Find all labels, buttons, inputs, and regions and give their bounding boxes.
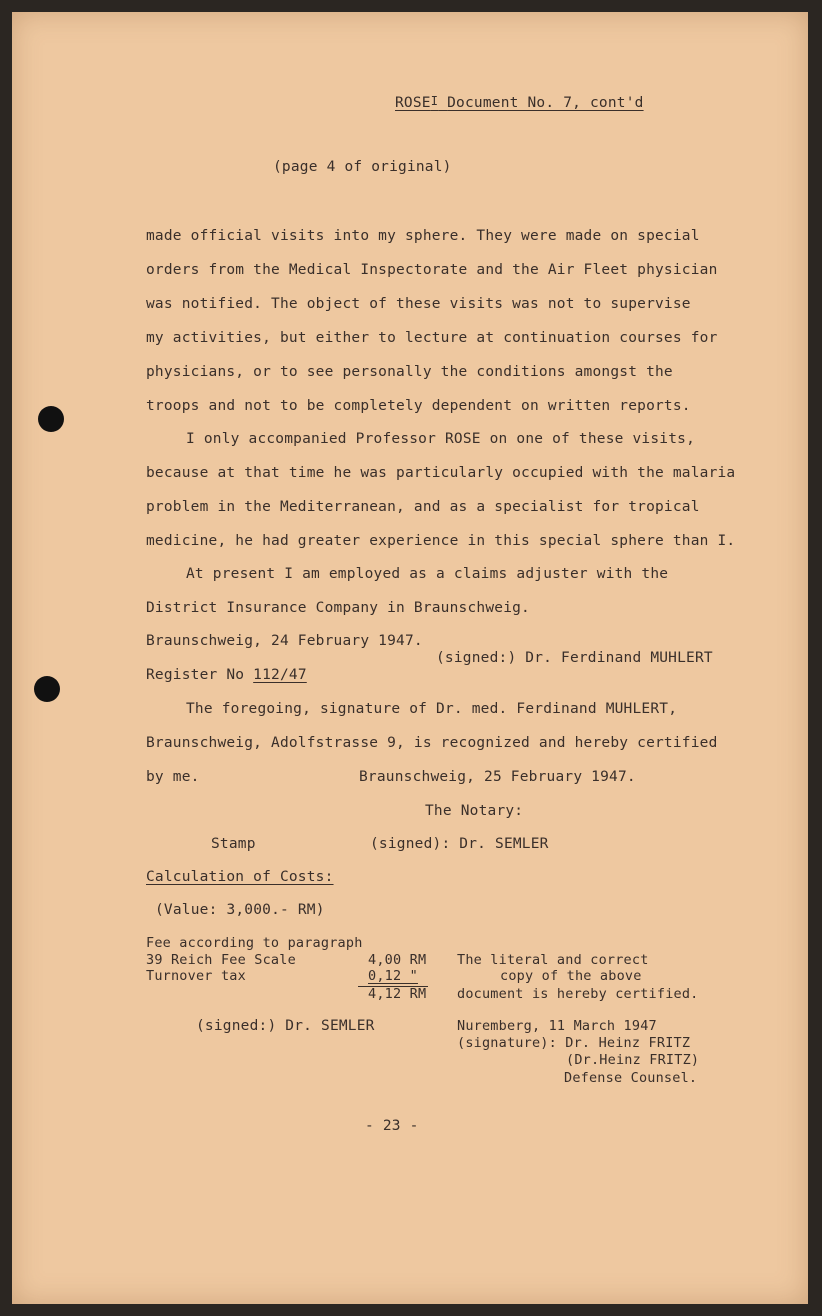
place-date: Braunschweig, 24 February 1947. — [146, 633, 423, 649]
signed-line: (signed:) Dr. Ferdinand MUHLERT — [436, 650, 713, 666]
body-line: District Insurance Company in Braunschweig. — [146, 600, 530, 616]
body-line: my activities, but either to lecture at continuation courses for — [146, 330, 718, 346]
register-number: 112/47 — [253, 667, 307, 683]
document-page — [12, 12, 808, 1304]
body-line: Braunschweig, Adolfstrasse 9, is recognized and hereby certified — [146, 735, 718, 751]
cert-line-3: document is hereby certified. — [457, 986, 699, 1002]
register-label: Register No — [146, 667, 254, 683]
cert-name: (Dr.Heinz FRITZ) — [566, 1052, 700, 1068]
tax-amount: 0,12 " — [368, 968, 418, 984]
body-line: I only accompanied Professor ROSE on one of these visits, — [186, 431, 695, 447]
register-line — [146, 667, 307, 683]
ref-title: Document No. 7, cont'd — [447, 95, 644, 111]
body-line: physicians, or to see personally the conditions amongst the — [146, 364, 673, 380]
fee-amount: 4,00 RM — [368, 952, 427, 968]
stamp-label: Stamp — [211, 836, 256, 852]
body-line: The foregoing, signature of Dr. med. Ferdinand MUHLERT, — [186, 701, 678, 717]
page-number: - 23 - — [365, 1118, 419, 1134]
body-line: because at that time he was particularly occupied with the malaria — [146, 465, 736, 481]
costs-value: (Value: 3,000.- RM) — [155, 902, 325, 918]
notary-date: Braunschweig, 25 February 1947. — [359, 769, 636, 785]
body-line: made official visits into my sphere. They were made on special — [146, 228, 700, 244]
ref-mark: I — [430, 94, 439, 108]
cert-line-2: copy of the above — [500, 968, 642, 984]
fee-line-2: 39 Reich Fee Scale — [146, 952, 296, 968]
body-line: medicine, he had greater experience in this special sphere than I. — [146, 533, 736, 549]
cert-place-date: Nuremberg, 11 March 1947 — [457, 1018, 657, 1034]
cert-signature: (signature): Dr. Heinz FRITZ — [457, 1035, 691, 1051]
costs-signed: (signed:) Dr. SEMLER — [196, 1018, 375, 1034]
document-reference — [395, 94, 644, 111]
notary-signed: (signed): Dr. SEMLER — [370, 836, 549, 852]
body-line: troops and not to be completely dependent on written reports. — [146, 398, 691, 414]
notary-label: The Notary: — [425, 803, 524, 819]
punch-hole-bottom — [34, 676, 60, 702]
cost-total: 4,12 RM — [368, 986, 427, 1002]
body-line: was notified. The object of these visits was not to supervise — [146, 296, 691, 312]
by-me: by me. — [146, 769, 200, 785]
page-note: (page 4 of original) — [273, 159, 452, 175]
cert-line-1: The literal and correct — [457, 952, 649, 968]
tax-label: Turnover tax — [146, 968, 246, 984]
fee-line-1: Fee according to paragraph — [146, 935, 363, 951]
body-line: orders from the Medical Inspectorate and the Air Fleet physician — [146, 262, 718, 278]
body-line: problem in the Mediterranean, and as a specialist for tropical — [146, 499, 700, 515]
costs-heading: Calculation of Costs: — [146, 869, 334, 885]
body-line: At present I am employed as a claims adjuster with the — [186, 566, 669, 582]
ref-prefix: ROSE — [395, 95, 431, 111]
cert-role: Defense Counsel. — [564, 1070, 698, 1086]
punch-hole-top — [38, 406, 64, 432]
